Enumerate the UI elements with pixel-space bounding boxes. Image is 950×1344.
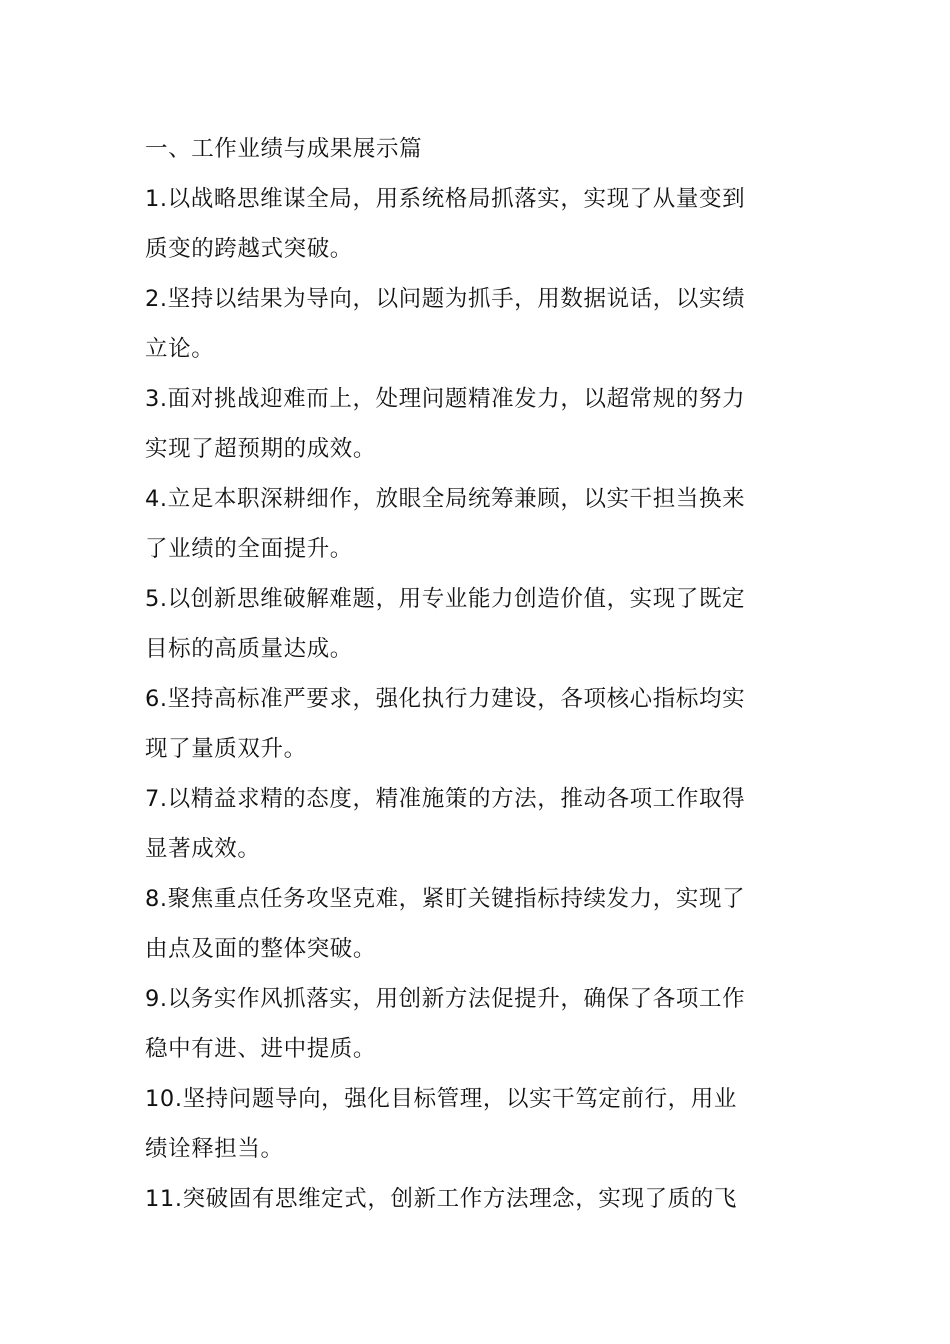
paragraph-line: 1.以战略思维谋全局，用系统格局抓落实，实现了从量变到 — [145, 186, 746, 212]
paragraph-line: 绩诠释担当。 — [145, 1136, 284, 1162]
paragraph-line: 2.坚持以结果为导向，以问题为抓手，用数据说话，以实绩 — [145, 286, 746, 312]
paragraph-line: 由点及面的整体突破。 — [145, 936, 377, 962]
paragraph-line: 3.面对挑战迎难而上，处理问题精准发力，以超常规的努力 — [145, 386, 746, 412]
paragraph-line: 11.突破固有思维定式，创新工作方法理念，实现了质的飞 — [145, 1186, 737, 1212]
paragraph-line: 质变的跨越式突破。 — [145, 236, 353, 262]
paragraph-line: 了业绩的全面提升。 — [145, 536, 353, 562]
paragraph-line: 实现了超预期的成效。 — [145, 436, 377, 462]
paragraph-line: 9.以务实作风抓落实，用创新方法促提升，确保了各项工作 — [145, 986, 746, 1012]
document-body — [145, 124, 810, 1224]
paragraph-line: 现了量质双升。 — [145, 736, 307, 762]
paragraph-line: 5.以创新思维破解难题，用专业能力创造价值，实现了既定 — [145, 586, 746, 612]
paragraph-line: 10.坚持问题导向，强化目标管理，以实干笃定前行，用业 — [145, 1086, 737, 1112]
paragraph-line: 8.聚焦重点任务攻坚克难，紧盯关键指标持续发力，实现了 — [145, 886, 746, 912]
paragraph-line: 显著成效。 — [145, 836, 261, 862]
paragraph-line: 7.以精益求精的态度，精准施策的方法，推动各项工作取得 — [145, 786, 746, 812]
paragraph-line: 目标的高质量达成。 — [145, 636, 353, 662]
paragraph-line: 6.坚持高标准严要求，强化执行力建设，各项核心指标均实 — [145, 686, 746, 712]
paragraph-line: 立论。 — [145, 336, 215, 362]
paragraph-line: 4.立足本职深耕细作，放眼全局统筹兼顾，以实干担当换来 — [145, 486, 746, 512]
section-heading: 一、工作业绩与成果展示篇 — [145, 136, 423, 162]
paragraph-line: 稳中有进、进中提质。 — [145, 1036, 377, 1062]
